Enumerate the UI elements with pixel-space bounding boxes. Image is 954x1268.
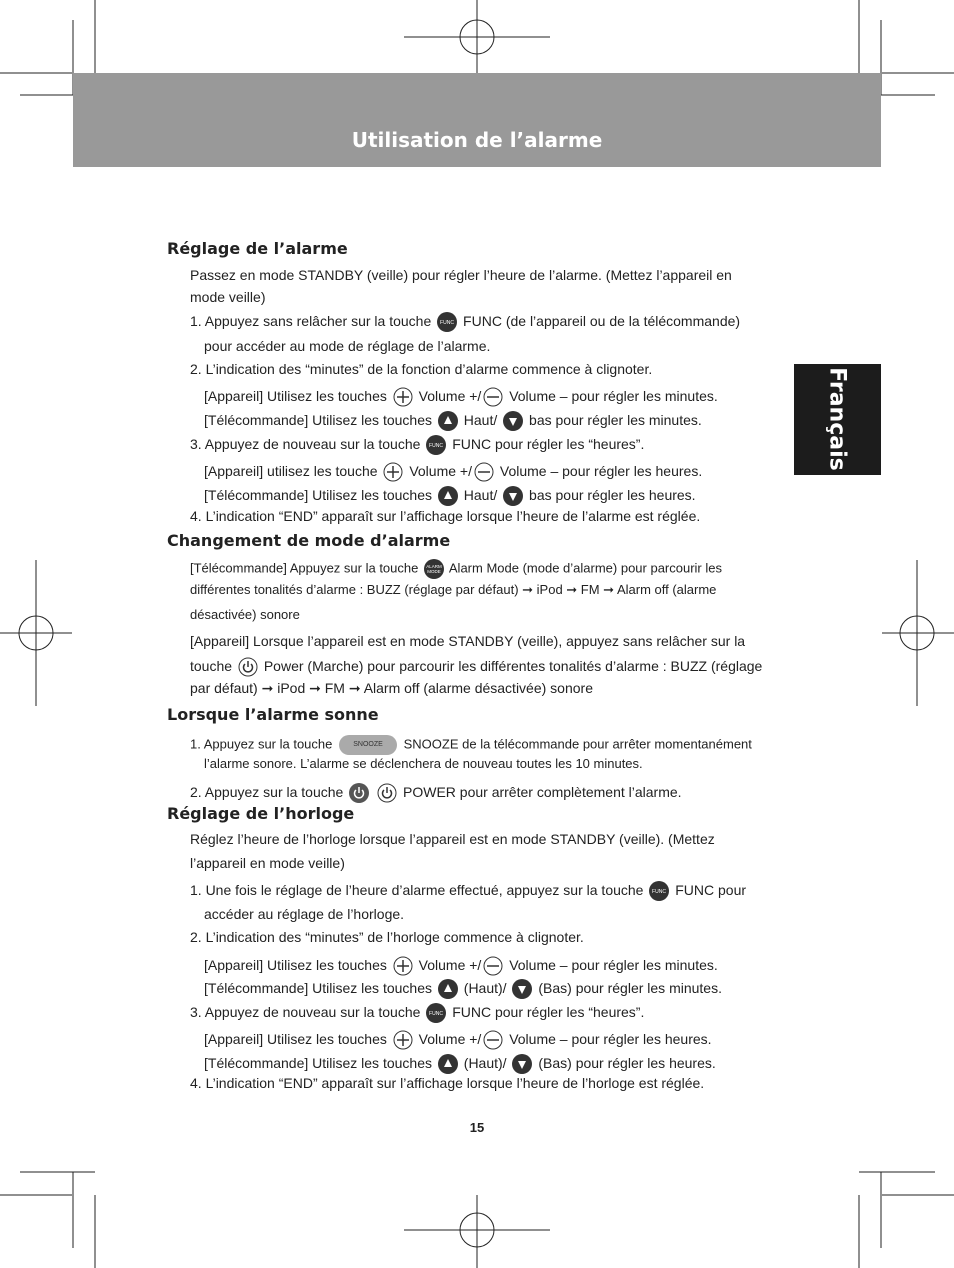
down-arrow-icon bbox=[512, 979, 532, 999]
paragraph-line: l’alarme sonore. L’alarme se déclenchera de nouveau toutes les 10 minutes. bbox=[204, 756, 643, 771]
alarm-mode-icon bbox=[424, 559, 444, 579]
list-item: 2. Appuyez sur la touche POWER pour arrêter complètement l’alarme. bbox=[190, 783, 682, 803]
list-item: 4. L’indication “END” apparaît sur l’affichage lorsque l’heure de l’alarme est réglée. bbox=[190, 508, 701, 524]
paragraph-line: l’appareil en mode veille) bbox=[190, 855, 345, 871]
snooze-button-icon: SNOOZE bbox=[339, 735, 397, 755]
paragraph-line: pour accéder au mode de réglage de l’alarme. bbox=[204, 338, 491, 354]
volume-minus-icon bbox=[474, 462, 494, 482]
instruction-line: [Télécommande] Utilisez les touches Haut/ bas pour régler les minutes. bbox=[204, 411, 702, 431]
up-arrow-icon bbox=[438, 486, 458, 506]
list-item: 2. L’indication des “minutes” de la fonction d’alarme commence à clignoter. bbox=[190, 361, 653, 377]
page-number: 15 bbox=[469, 1120, 485, 1135]
volume-plus-icon bbox=[383, 462, 403, 482]
paragraph-line: [Appareil] Lorsque l’appareil est en mode STANDBY (veille), appuyez sans relâcher sur la bbox=[190, 633, 746, 649]
up-arrow-icon bbox=[438, 1054, 458, 1074]
paragraph-line: Réglez l’heure de l’horloge lorsque l’appareil est en mode STANDBY (veille). (Mettez bbox=[190, 831, 715, 847]
paragraph-line: désactivée) sonore bbox=[190, 607, 300, 622]
list-item: 3. Appuyez de nouveau sur la touche FUNC FUNC pour régler les “heures”. bbox=[190, 435, 644, 455]
instruction-line: [Télécommande] Utilisez les touches Haut/ bas pour régler les heures. bbox=[204, 486, 696, 506]
language-tab bbox=[794, 364, 881, 475]
section-heading-alarm-rings: Lorsque l’alarme sonne bbox=[167, 705, 379, 724]
volume-minus-icon bbox=[483, 1030, 503, 1050]
volume-plus-icon bbox=[393, 956, 413, 976]
instruction-line: [Appareil] Utilisez les touches Volume +/ Volume – pour régler les minutes. bbox=[204, 387, 718, 407]
instruction-line: [Appareil] utilisez les touche Volume +/ Volume – pour régler les heures. bbox=[204, 462, 702, 482]
volume-plus-icon bbox=[393, 1030, 413, 1050]
list-item: 1. Appuyez sur la touche SNOOZE SNOOZE de la télécommande pour arrêter momentanément bbox=[190, 735, 752, 755]
instruction-line: [Appareil] Utilisez les touches Volume +/ Volume – pour régler les heures. bbox=[204, 1030, 712, 1050]
language-tab-label: Français bbox=[824, 367, 850, 471]
instruction-line: [Télécommande] Utilisez les touches (Haut)/ (Bas) pour régler les heures. bbox=[204, 1054, 716, 1074]
down-arrow-icon bbox=[503, 411, 523, 431]
func-button-icon bbox=[426, 435, 446, 455]
svg-text:FUNC: FUNC bbox=[429, 1011, 444, 1018]
paragraph-line: Passez en mode STANDBY (veille) pour régler l’heure de l’alarme. (Mettez l’appareil en bbox=[190, 267, 732, 283]
instruction-line: [Télécommande] Utilisez les touches (Haut)/ (Bas) pour régler les minutes. bbox=[204, 979, 722, 999]
section-heading-alarm-mode: Changement de mode d’alarme bbox=[167, 531, 451, 550]
list-item: 1. Une fois le réglage de l’heure d’alarme effectué, appuyez sur la touche FUNC FUNC pour bbox=[190, 881, 746, 901]
down-arrow-icon bbox=[503, 486, 523, 506]
instruction-line: [Appareil] Utilisez les touches Volume +/ Volume – pour régler les minutes. bbox=[204, 956, 718, 976]
paragraph-line: par défaut) ➞ iPod ➞ FM ➞ Alarm off (alarme désactivée) sonore bbox=[190, 680, 593, 696]
power-icon bbox=[238, 657, 258, 677]
func-button-icon bbox=[437, 312, 457, 332]
volume-minus-icon bbox=[483, 387, 503, 407]
svg-text:MODE: MODE bbox=[427, 569, 441, 574]
header-banner bbox=[73, 73, 881, 167]
paragraph-line: mode veille) bbox=[190, 289, 266, 305]
svg-text:FUNC: FUNC bbox=[652, 889, 667, 896]
power-remote-icon bbox=[349, 783, 369, 803]
section-heading-alarm-setting: Réglage de l’alarme bbox=[167, 239, 348, 258]
list-item: 1. Appuyez sans relâcher sur la touche FUNC FUNC (de l’appareil ou de la télécommande) bbox=[190, 312, 740, 332]
page-title: Utilisation de l’alarme bbox=[351, 128, 603, 152]
paragraph-line: accéder au réglage de l’horloge. bbox=[204, 906, 405, 922]
instruction-line: touche Power (Marche) pour parcourir les différentes tonalités d’alarme : BUZZ (réglage bbox=[190, 657, 762, 677]
up-arrow-icon bbox=[438, 411, 458, 431]
volume-minus-icon bbox=[483, 956, 503, 976]
list-item: 4. L’indication “END” apparaît sur l’affichage lorsque l’heure de l’horloge est réglée. bbox=[190, 1075, 705, 1091]
list-item: 3. Appuyez de nouveau sur la touche FUNC FUNC pour régler les “heures”. bbox=[190, 1003, 644, 1023]
power-icon bbox=[377, 783, 397, 803]
func-button-icon bbox=[649, 881, 669, 901]
instruction-line: [Télécommande] Appuyez sur la touche ALARM MODE Alarm Mode (mode d’alarme) pour parcourir les bbox=[190, 559, 722, 579]
down-arrow-icon bbox=[512, 1054, 532, 1074]
svg-text:FUNC: FUNC bbox=[429, 443, 444, 450]
volume-plus-icon bbox=[393, 387, 413, 407]
func-button-icon bbox=[426, 1003, 446, 1023]
list-item: 2. L’indication des “minutes” de l’horloge commence à clignoter. bbox=[190, 929, 584, 945]
svg-text:FUNC: FUNC bbox=[440, 320, 455, 327]
section-heading-clock-setting: Réglage de l’horloge bbox=[167, 804, 355, 823]
svg-text:ALARM: ALARM bbox=[426, 564, 442, 569]
up-arrow-icon bbox=[438, 979, 458, 999]
paragraph-line: différentes tonalités d’alarme : BUZZ (réglage par défaut) ➞ iPod ➞ FM ➞ Alarm off (alarme bbox=[190, 582, 717, 597]
